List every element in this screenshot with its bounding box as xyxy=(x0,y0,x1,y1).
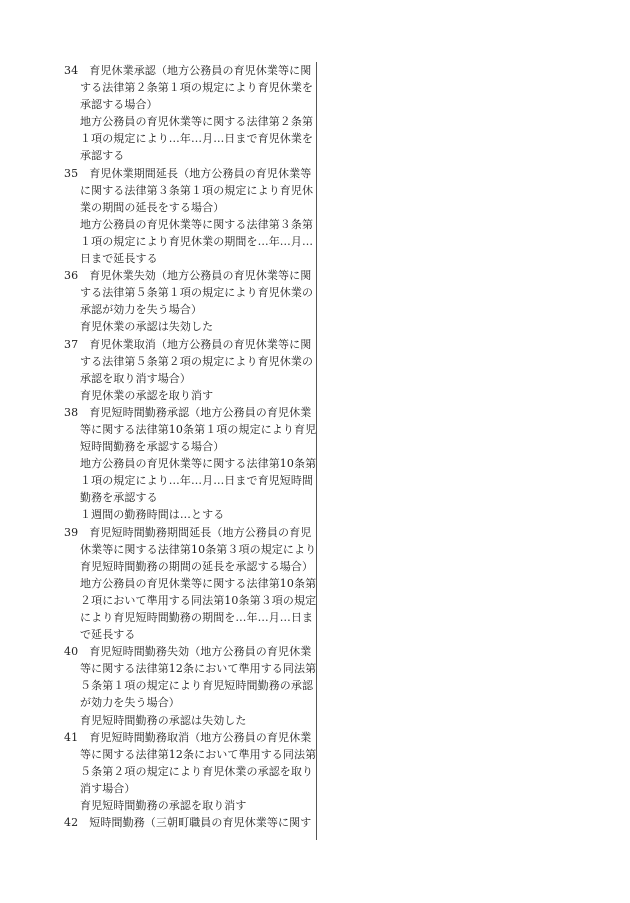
entry-body-line: ５条第２項の規定により育児休業の承認を取り xyxy=(80,764,314,778)
entry-heading-line: 40 育児短時間勤務失効（地方公務員の育児休業 xyxy=(64,645,312,659)
entry-body-line: する法律第５条第２項の規定により育児休業の xyxy=(80,354,314,368)
entry-body-line: 等に関する法律第12条において準用する同法第 xyxy=(80,747,316,761)
entry-body-line: ２項において準用する同法第10条第３項の規定 xyxy=(80,593,316,607)
entry-body-line: 短時間勤務を承認する場合） xyxy=(80,440,225,454)
entry-body-line: 地方公務員の育児休業等に関する法律第２条第 xyxy=(80,115,314,129)
entry-body-line: １項の規定により育児休業の期間を…年…月… xyxy=(80,234,314,248)
entry-heading-line: 42 短時間勤務（三朝町職員の育児休業等に関す xyxy=(64,816,312,830)
entry-body-line: 日まで延長する xyxy=(80,252,158,266)
entry-body-line: １項の規定により…年…月…日まで育児短時間 xyxy=(80,474,314,488)
entry-body-line: １週間の勤務時間は…とする xyxy=(80,508,225,522)
entry-body-line: 育児短時間勤務の期間の延長を承認する場合） xyxy=(80,559,314,573)
entry-body-line: 等に関する法律第10条第１項の規定により育児 xyxy=(80,422,316,436)
entry-heading-line: 39 育児短時間勤務期間延長（地方公務員の育児 xyxy=(64,525,312,539)
entry-body-line: 承認を取り消す場合） xyxy=(80,371,191,385)
entry-body-line: ５条第１項の規定により育児短時間勤務の承認 xyxy=(80,679,314,693)
entry-body-line: 承認が効力を失う場合） xyxy=(80,303,203,317)
entry-heading-line: 41 育児短時間勤務取消（地方公務員の育児休業 xyxy=(64,730,312,744)
entry-body-line: 等に関する法律第12条において準用する同法第 xyxy=(80,662,316,676)
entry-heading-line: 38 育児短時間勤務承認（地方公務員の育児休業 xyxy=(64,405,312,419)
entry-list xyxy=(64,62,316,831)
entry-body-line: 育児短時間勤務の承認を取り消す xyxy=(80,799,247,813)
entry-body-line: する法律第２条第１項の規定により育児休業を xyxy=(80,81,314,95)
entry-body-line: する法律第５条第１項の規定により育児休業の xyxy=(80,286,314,300)
entry-body-line: 消す場合） xyxy=(80,781,136,795)
entry-body-line: 育児短時間勤務の承認は失効した xyxy=(80,713,247,727)
entry-body-line: で延長する xyxy=(80,628,136,642)
entry-body-line: 地方公務員の育児休業等に関する法律第３条第 xyxy=(80,217,314,231)
entry-body-line: 地方公務員の育児休業等に関する法律第10条第 xyxy=(80,457,316,471)
entry-body-line: 育児休業の承認は失効した xyxy=(80,320,214,334)
entry-body-line: 承認する xyxy=(80,149,125,163)
entry-heading-line: 37 育児休業取消（地方公務員の育児休業等に関 xyxy=(64,337,312,351)
entry-body-line: １項の規定により…年…月…日まで育児休業を xyxy=(80,132,314,146)
document-page xyxy=(64,62,317,840)
entry-heading-line: 35 育児休業期間延長（地方公務員の育児休業等 xyxy=(64,166,312,180)
entry-body-line: に関する法律第３条第１項の規定により育児休 xyxy=(80,183,314,197)
entry-heading-line: 34 育児休業承認（地方公務員の育児休業等に関 xyxy=(64,64,312,77)
entry-heading-line: 36 育児休業失効（地方公務員の育児休業等に関 xyxy=(64,269,312,283)
entry-body-line: 休業等に関する法律第10条第３項の規定により xyxy=(80,542,316,556)
entry-body-line: 地方公務員の育児休業等に関する法律第10条第 xyxy=(80,576,316,590)
entry-body-line: 勤務を承認する xyxy=(80,491,158,505)
entry-body-line: が効力を失う場合） xyxy=(80,696,180,710)
entry-body-line: 承認する場合） xyxy=(80,98,158,112)
entry-body-line: 育児休業の承認を取り消す xyxy=(80,388,214,402)
entry-body-line: 業の期間の延長をする場合） xyxy=(80,200,225,214)
entry-body-line: により育児短時間勤務の期間を…年…月…日ま xyxy=(80,611,314,624)
